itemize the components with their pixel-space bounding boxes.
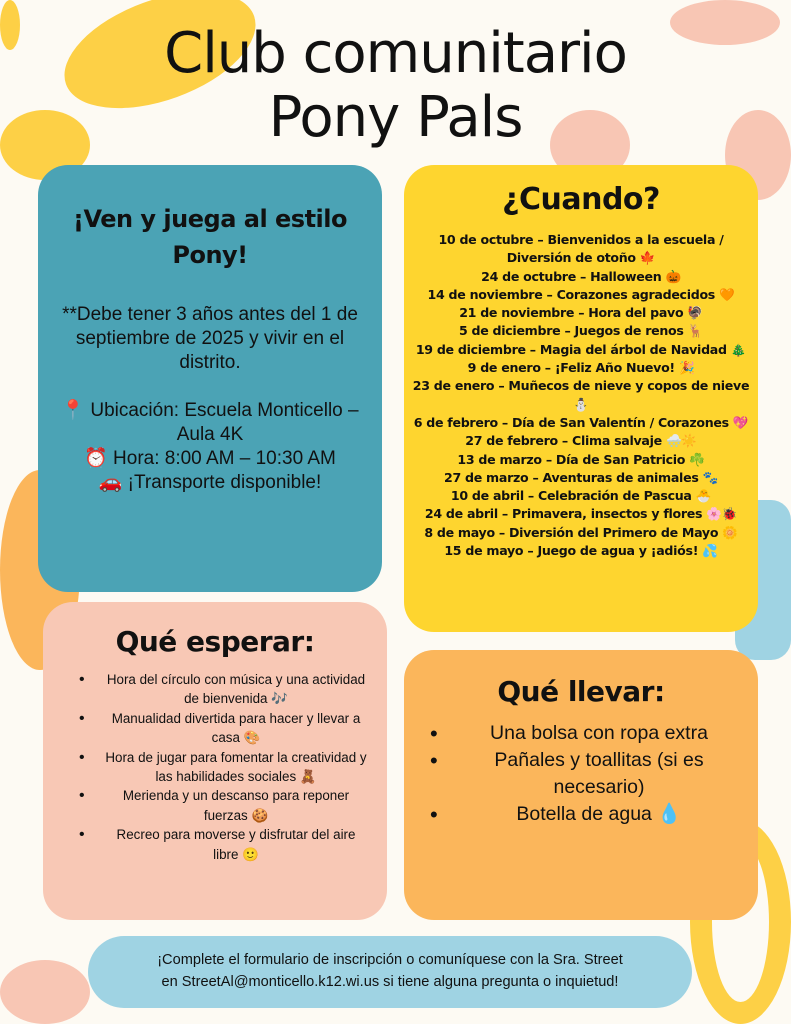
age-requirement: **Debe tener 3 años antes del 1 de septiembre de 2025 y vivir en el distrito. <box>62 304 358 373</box>
intro-heading: ¡Ven y juega al estilo Pony! <box>73 205 347 269</box>
schedule-item: 15 de mayo – Juego de agua y ¡adiós! 💦 <box>444 543 718 559</box>
schedule-heading: ¿Cuando? <box>502 182 660 217</box>
schedule-item: 21 de noviembre – Hora del pavo 🦃 <box>459 305 703 321</box>
page-title <box>0 22 791 150</box>
expect-item: • Hora del círculo con música y una actividad de bienvenida 🎶 <box>79 670 369 709</box>
schedule-item: 13 de marzo – Día de San Patricio ☘️ <box>457 451 705 467</box>
title-line-1: Club comunitario <box>164 21 627 86</box>
intro-card <box>38 165 382 592</box>
transport-text: 🚗 ¡Transporte disponible! <box>98 472 322 493</box>
schedule-item: 19 de diciembre – Magia del árbol de Navidad 🎄 <box>415 341 747 357</box>
schedule-item: 14 de noviembre – Corazones agradecidos 🧡 <box>427 286 735 302</box>
schedule-item: 9 de enero – ¡Feliz Año Nuevo! 🎉 <box>467 360 695 376</box>
schedule-item: 5 de diciembre – Juegos de renos 🦌 <box>458 323 704 339</box>
schedule-item: 8 de mayo – Diversión del Primero de Mayo 🌼 <box>424 524 738 540</box>
expect-item: • Hora de jugar para fomentar la creatividad y las habilidades sociales 🧸 <box>79 748 369 787</box>
schedule-item: 24 de octubre – Halloween 🎃 <box>481 268 681 284</box>
location-text: 📍 Ubicación: Escuela Monticello – Aula 4K <box>61 400 359 445</box>
contact-line-1: ¡Complete el formulario de inscripción o comuníquese con la Sra. Street <box>157 952 623 968</box>
expect-item: • Recreo para moverse y disfrutar del aire libre 🙂 <box>79 825 369 864</box>
schedule-item: 27 de febrero – Clima salvaje 🌨️☀️ <box>465 433 697 449</box>
time-text: ⏰ Hora: 8:00 AM – 10:30 AM <box>84 448 336 469</box>
schedule-list <box>410 231 752 560</box>
bring-item: • Pañales y toallitas (si es necesario) <box>422 747 740 801</box>
schedule-item: 27 de marzo – Aventuras de animales 🐾 <box>444 469 718 485</box>
bring-heading: Qué llevar: <box>497 675 665 708</box>
expect-heading: Qué esperar: <box>115 625 315 658</box>
contact-banner <box>88 936 692 1008</box>
expect-item: • Manualidad divertida para hacer y llevar a casa 🎨 <box>79 709 369 748</box>
expect-card <box>43 602 387 920</box>
pink-blob-bottom <box>0 960 90 1024</box>
schedule-item: 10 de abril – Celebración de Pascua 🐣 <box>450 488 712 504</box>
expect-item: • Merienda y un descanso para reponer fuerzas 🍪 <box>79 786 369 825</box>
title-line-2: Pony Pals <box>268 85 523 150</box>
schedule-item: 24 de abril – Primavera, insectos y flores 🌸🐞 <box>424 506 738 522</box>
schedule-item: 6 de febrero – Día de San Valentín / Corazones 💖 <box>413 414 749 430</box>
schedule-item: 23 de enero – Muñecos de nieve y copos de nieve ⛄ <box>412 378 750 412</box>
contact-line-2: en StreetAl@monticello.k12.wi.us si tiene alguna pregunta o inquietud! <box>161 974 619 990</box>
schedule-item: 10 de octubre – Bienvenidos a la escuela / Diversión de otoño 🍁 <box>438 232 724 266</box>
bring-item: • Una bolsa con ropa extra <box>422 720 740 747</box>
bring-item: • Botella de agua 💧 <box>422 801 740 828</box>
expect-list <box>61 670 369 864</box>
bring-list <box>422 720 740 828</box>
schedule-card <box>404 165 758 632</box>
bring-card <box>404 650 758 920</box>
